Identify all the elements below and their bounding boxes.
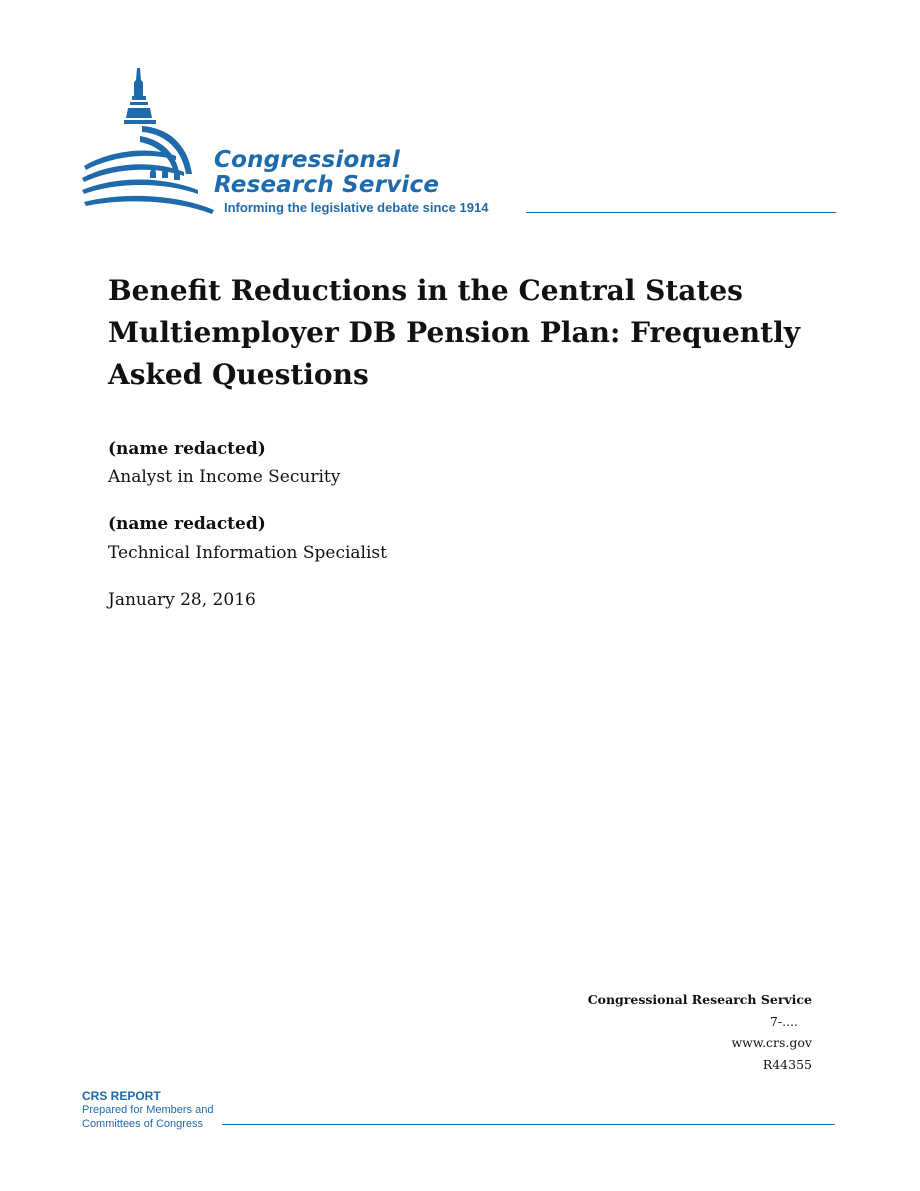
- logo-line-2: Research Service: [214, 172, 440, 198]
- footer-line-2: Committees of Congress: [82, 1118, 204, 1130]
- author-1-role: Analyst in Income Security: [108, 467, 341, 487]
- contact-phone: 7-....: [769, 1013, 798, 1029]
- logo-line-1: Congressional: [214, 147, 400, 173]
- capitol-dome-icon: [80, 66, 220, 218]
- logo-tagline: Informing the legislative debate since 1914: [224, 200, 489, 215]
- footer: [82, 1089, 842, 1129]
- footer-label: CRS REPORT: [82, 1089, 161, 1103]
- author-1-name: (name redacted): [108, 439, 266, 459]
- contact-org: Congressional Research Service: [587, 992, 812, 1007]
- author-2-name: (name redacted): [108, 514, 266, 534]
- footer-line-1: Prepared for Members and: [82, 1104, 214, 1116]
- report-number: R44355: [762, 1056, 812, 1072]
- author-2-role: Technical Information Specialist: [108, 543, 387, 563]
- report-title: Benefit Reductions in the Central States Multiemployer DB Pension Plan: Frequently Asked Questions: [108, 274, 801, 391]
- contact-website[interactable]: www.crs.gov: [731, 1035, 812, 1050]
- footer-rule: [222, 1124, 835, 1125]
- contact-block: [588, 994, 812, 1080]
- report-date: January 28, 2016: [108, 590, 256, 610]
- crs-logo: [80, 66, 840, 218]
- tagline-rule: [526, 212, 836, 213]
